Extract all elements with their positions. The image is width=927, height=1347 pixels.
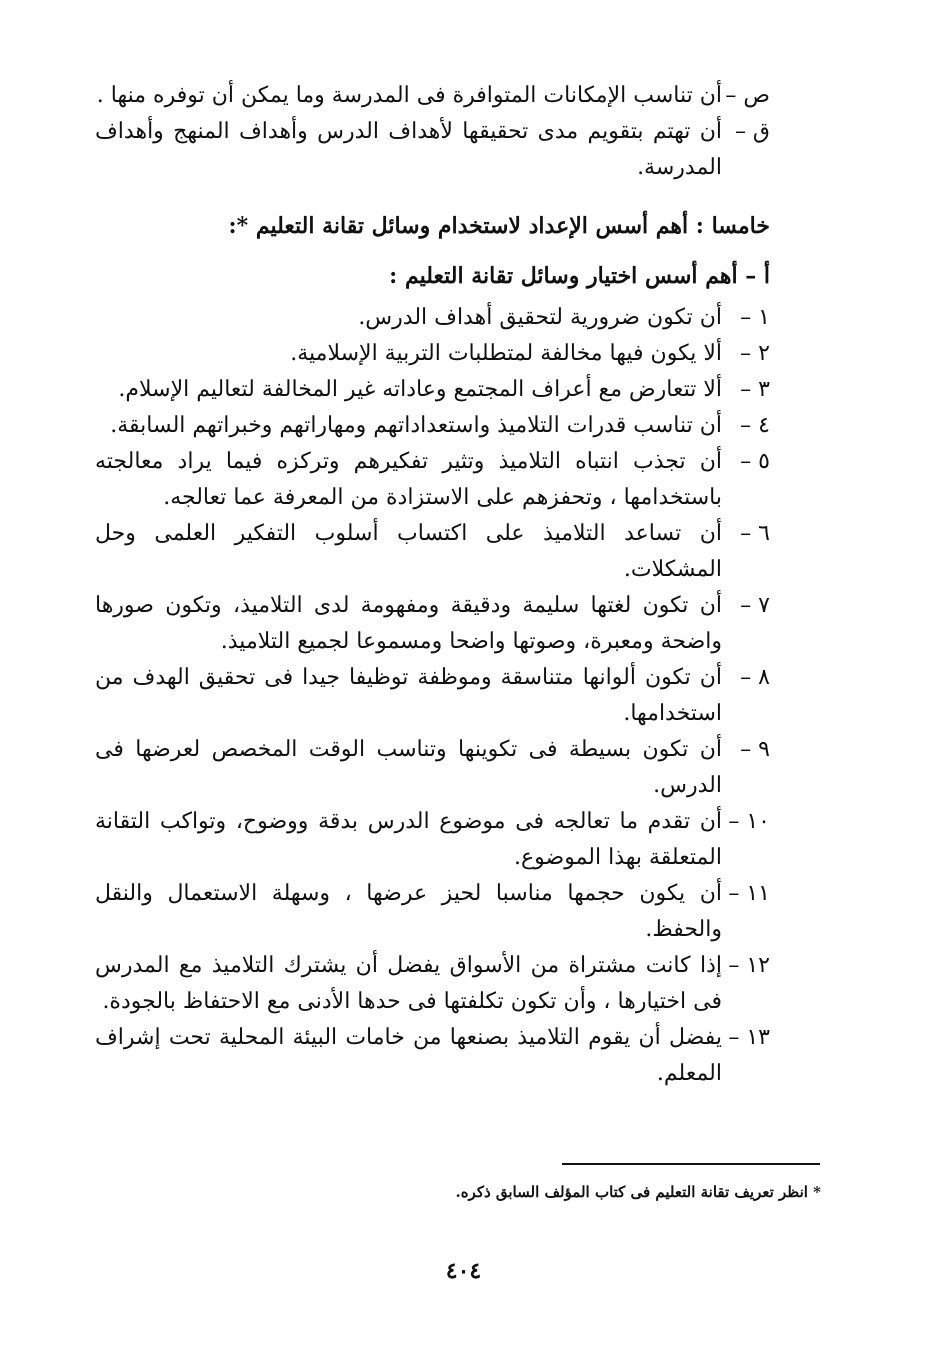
list-item	[95, 588, 770, 660]
list-item-marker: ٤ –	[740, 413, 770, 438]
list-item	[95, 336, 770, 372]
list-item-text: أن تساعد التلاميذ على اكتساب أسلوب التفكير العلمى وحل المشكلات.	[95, 521, 722, 582]
numbered-list	[95, 300, 770, 1092]
list-item-text: ألا يكون فيها مخالفة لمتطلبات التربية الإسلامية.	[290, 341, 722, 366]
page-body	[95, 78, 770, 1092]
list-item-marker: ق –	[734, 119, 770, 144]
section-heading: خامسا : أهم أسس الإعداد لاستخدام وسائل تقانة التعليم *:	[228, 213, 770, 239]
list-item	[95, 78, 770, 114]
list-item-text: أن تكون ضرورية لتحقيق أهداف الدرس.	[358, 305, 722, 330]
list-item-text: أن تجذب انتباه التلاميذ وتثير تفكيرهم وتركزه فيما يراد معالجته باستخدامها ، وتحفزهم على الاستزادة من المعرفة عما تعالجه.	[95, 449, 722, 510]
list-item-marker: ٥ –	[740, 449, 770, 474]
list-item-marker: ص –	[725, 83, 770, 108]
list-item-text: أن يكون حجمها مناسبا لحيز عرضها ، وسهلة الاستعمال والنقل والحفظ.	[95, 881, 722, 942]
list-item	[95, 408, 770, 444]
list-item	[95, 1020, 770, 1092]
list-item-marker: ٧ –	[740, 593, 770, 618]
list-item-marker: ٦ –	[740, 521, 770, 546]
list-item-marker: ١١ –	[728, 881, 770, 906]
list-item-marker: ١٢ –	[728, 953, 770, 978]
list-item-marker: ١٣ –	[728, 1025, 770, 1050]
list-item-text: أن تهتم بتقويم مدى تحقيقها لأهداف الدرس وأهداف المنهج وأهداف المدرسة.	[95, 119, 722, 180]
page-number: ٤٠٤	[445, 1258, 482, 1284]
list-item	[95, 804, 770, 876]
list-item-marker: ١ –	[740, 305, 770, 330]
list-item-text: أن تناسب الإمكانات المتوافرة فى المدرسة وما يمكن أن توفره منها .	[96, 83, 722, 108]
list-item-text: أن تناسب قدرات التلاميذ واستعداداتهم ومهاراتهم وخبراتهم السابقة.	[110, 413, 722, 438]
footnote-separator	[562, 1163, 820, 1165]
list-item-text: ألا تتعارض مع أعراف المجتمع وعاداته غير المخالفة لتعاليم الإسلام.	[118, 377, 722, 402]
list-item	[95, 948, 770, 1020]
list-item	[95, 300, 770, 336]
list-item	[95, 732, 770, 804]
list-item-marker: ١٠ –	[728, 809, 770, 834]
list-item-text: أن تقدم ما تعالجه فى موضوع الدرس بدقة ووضوح، وتواكب التقانة المتعلقة بهذا الموضوع.	[95, 809, 722, 870]
footnote: * انظر تعريف تقانة التعليم فى كتاب المؤلف السابق ذكره.	[455, 1183, 821, 1201]
list-item-text: إذا كانت مشتراة من الأسواق يفضل أن يشترك التلاميذ مع المدرس فى اختيارها ، وأن تكون تكلفتها فى حدها الأدنى مع الاحتفاظ بالجودة.	[95, 953, 722, 1014]
list-item-marker: ٢ –	[740, 341, 770, 366]
list-item-marker: ٩ –	[740, 737, 770, 762]
list-item-text: أن تكون لغتها سليمة ودقيقة ومفهومة لدى التلاميذ، وتكون صورها واضحة ومعبرة، وصوتها واضحا ومسموعا لجميع التلاميذ.	[95, 593, 722, 654]
list-item	[95, 372, 770, 408]
list-item-text: يفضل أن يقوم التلاميذ بصنعها من خامات البيئة المحلية تحت إشراف المعلم.	[95, 1025, 722, 1086]
list-item	[95, 660, 770, 732]
list-item	[95, 114, 770, 186]
list-item-text: أن تكون ألوانها متناسقة وموظفة توظيفا جيدا فى تحقيق الهدف من استخدامها.	[95, 665, 722, 726]
list-item-text: أن تكون بسيطة فى تكوينها وتناسب الوقت المخصص لعرضها فى الدرس.	[95, 737, 722, 798]
list-item	[95, 876, 770, 948]
subsection-heading: أ – أهم أسس اختيار وسائل تقانة التعليم :	[389, 263, 770, 289]
list-item	[95, 444, 770, 516]
list-item-marker: ٨ –	[740, 665, 770, 690]
intro-list	[95, 78, 770, 186]
list-item	[95, 516, 770, 588]
list-item-marker: ٣ –	[740, 377, 770, 402]
